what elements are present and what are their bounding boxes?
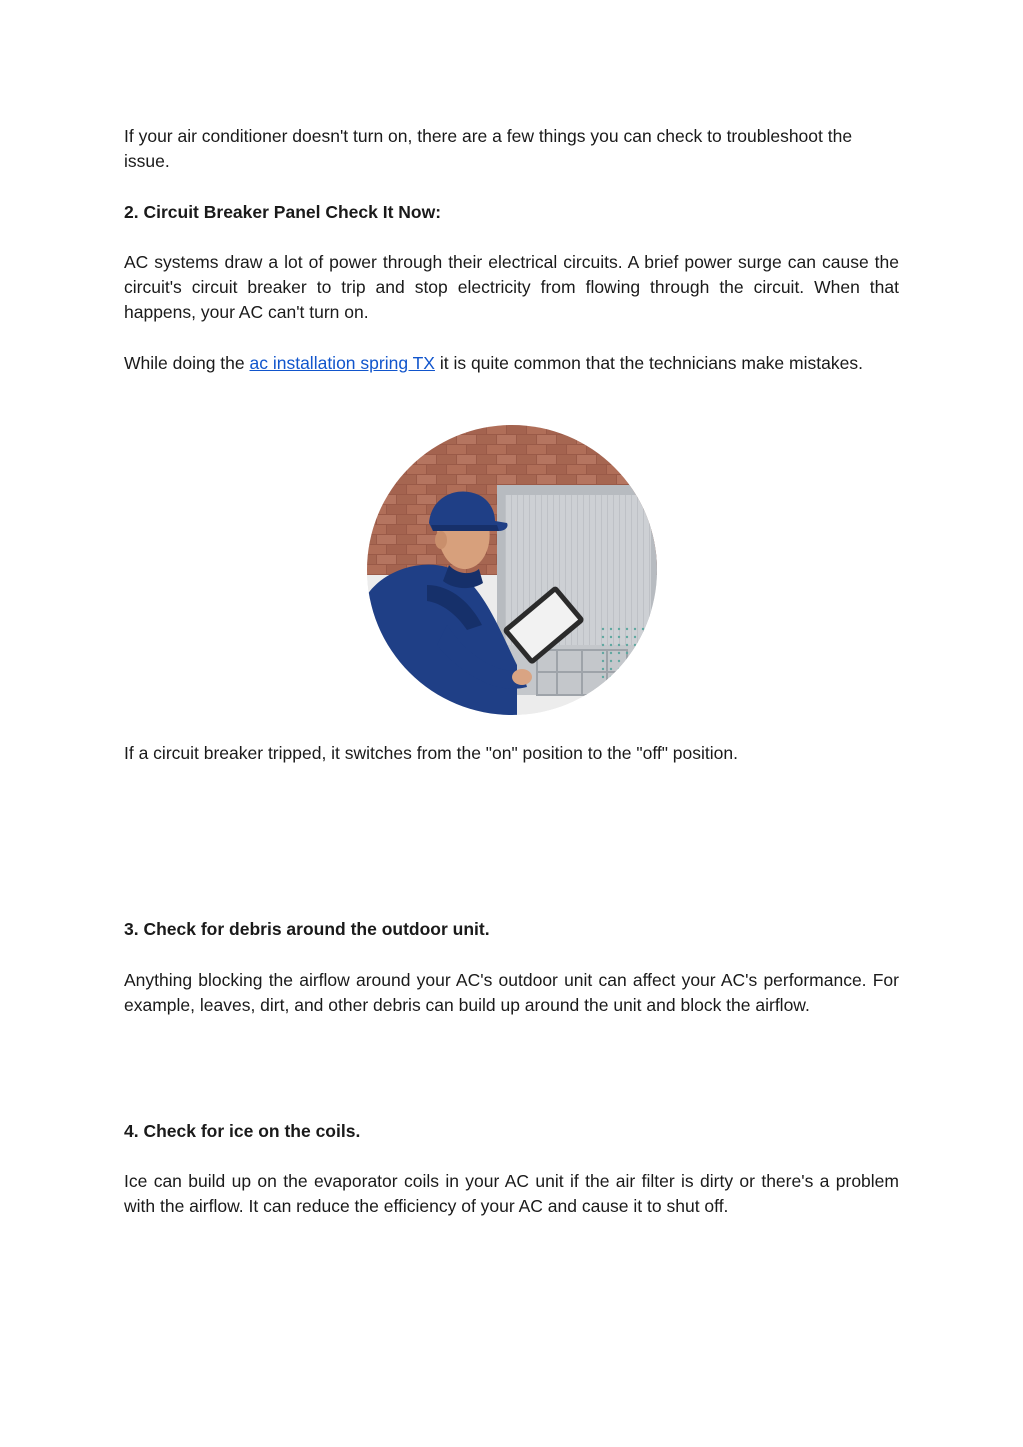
link-paragraph-text-before: While doing the <box>124 353 250 373</box>
section-2-heading: 2. Circuit Breaker Panel Check It Now: <box>124 202 442 222</box>
section-2-paragraph: AC systems draw a lot of power through their electrical circuits. A brief power surge can cause the circuit's circuit breaker to trip and stop electricity from flowing through the circuit. When that happens, your AC can't turn on. <box>124 252 899 322</box>
breaker-caption: If a circuit breaker tripped, it switches from the "on" position to the "off" position. <box>124 743 738 763</box>
intro-paragraph: If your air conditioner doesn't turn on, there are a few things you can check to troubleshoot the issue. <box>124 126 853 171</box>
section-3-heading: 3. Check for debris around the outdoor unit. <box>124 919 490 939</box>
ac-installation-link[interactable]: ac installation spring TX <box>249 353 435 373</box>
section-3-paragraph: Anything blocking the airflow around your AC's outdoor unit can affect your AC's performance. For example, leaves, dirt, and other debris can build up around the unit and block the airflow. <box>124 970 899 1015</box>
link-paragraph-text-after: it is quite common that the technicians make mistakes. <box>434 353 863 373</box>
section-2-link-paragraph <box>124 351 899 376</box>
section-4-heading: 4. Check for ice on the coils. <box>124 1121 361 1141</box>
technician-illustration <box>367 425 657 715</box>
section-4-paragraph: Ice can build up on the evaporator coils in your AC unit if the air filter is dirty or there's a problem with the airflow. It can reduce the efficiency of your AC and cause it to shut off. <box>124 1171 899 1216</box>
technician-with-ac-unit-photo <box>367 425 657 715</box>
